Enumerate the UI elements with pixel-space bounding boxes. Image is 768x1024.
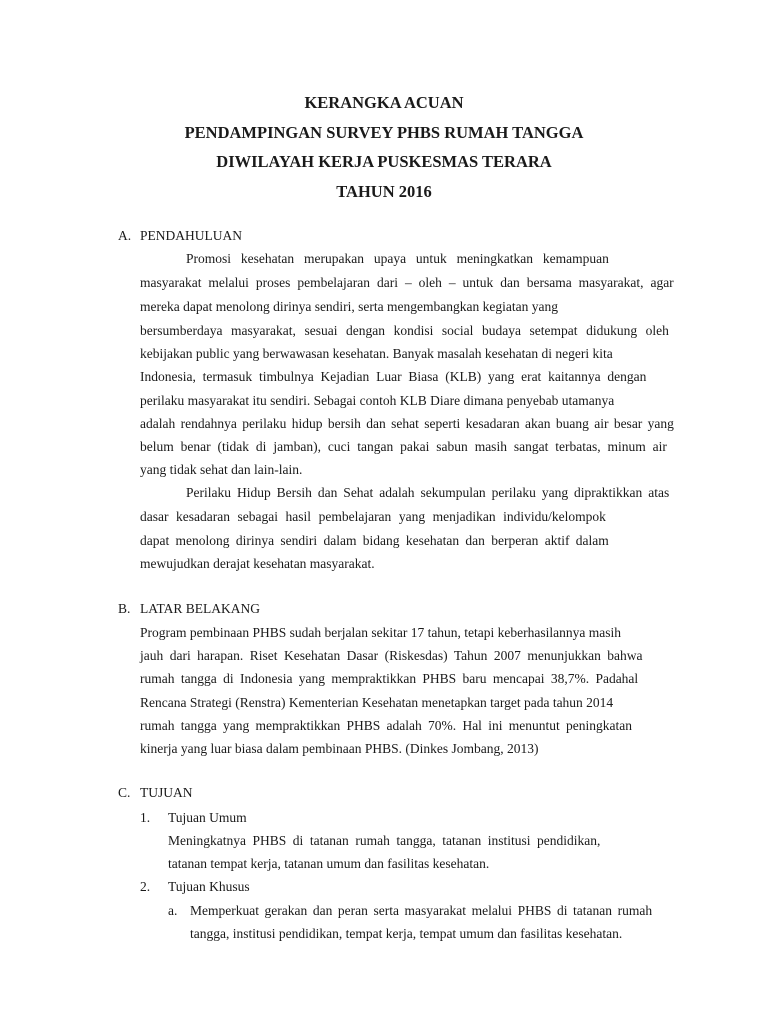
section-b-p1-line-6: kinerja yang luar biasa dalam pembinaan PHBS. (Dinkes Jombang, 2013) [140, 741, 539, 756]
section-b-letter: B. [118, 601, 131, 616]
title-line-2: PENDAMPINGAN SURVEY PHBS RUMAH TANGGA [184, 122, 584, 142]
section-a-letter: A. [118, 228, 132, 243]
title-line-3: DIWILAYAH KERJA PUSKESMAS TERARA [216, 152, 552, 171]
section-a-p1-line-9: belum benar (tidak di jamban), cuci tangan pakai sabun masih sangat terbatas, minum air [140, 439, 667, 454]
section-a-p1-line-6: Indonesia, termasuk timbulnya Kejadian Luar Biasa (KLB) yang erat kaitannya dengan [140, 369, 647, 384]
section-b-p1-line-1: Program pembinaan PHBS sudah berjalan sekitar 17 tahun, tetapi keberhasilannya masih [140, 625, 622, 640]
tujuan-khusus-a-letter: a. [168, 903, 178, 918]
title-line-4: TAHUN 2016 [336, 181, 432, 201]
section-a-p1-line-3: mereka dapat menolong dirinya sendiri, serta mengembangkan kegiatan yang [140, 299, 558, 314]
tujuan-umum-line-1: Meningkatnya PHBS di tatanan rumah tangga, tatanan institusi pendidikan, [168, 833, 601, 848]
section-b-p1-line-3: rumah tangga di Indonesia yang mempraktikkan PHBS baru mencapai 38,7%. Padahal [140, 671, 639, 686]
section-a-p2-line-2: dasar kesadaran sebagai hasil pembelajaran yang menjadikan individu/kelompok [140, 509, 606, 524]
document-title [0, 88, 768, 206]
section-b-p1-line-5: rumah tangga yang mempraktikkan PHBS adalah 70%. Hal ini menuntut peningkatan [140, 718, 632, 733]
tujuan-khusus-a-line-2: tangga, institusi pendidikan, tempat kerja, tempat umum dan fasilitas kesehatan. [190, 926, 623, 941]
section-a-p2-line-1: Perilaku Hidup Bersih dan Sehat adalah sekumpulan perilaku yang dipraktikkan atas [186, 485, 670, 500]
tujuan-khusus-number: 2. [140, 879, 151, 894]
section-a-p1-line-1: Promosi kesehatan merupakan upaya untuk meningkatkan kemampuan [186, 251, 609, 266]
section-a-heading: PENDAHULUAN [140, 228, 242, 243]
section-a-p1-line-7: perilaku masyarakat itu sendiri. Sebagai contoh KLB Diare dimana penyebab utamanya [140, 393, 615, 408]
section-b-p1-line-2: jauh dari harapan. Riset Kesehatan Dasar (Riskesdas) Tahun 2007 menunjukkan bahwa [140, 648, 643, 663]
tujuan-khusus-a-line-1: Memperkuat gerakan dan peran serta masyarakat melalui PHBS di tatanan rumah [190, 903, 653, 918]
section-a-p1-line-4: bersumberdaya masyarakat, sesuai dengan kondisi social budaya setempat didukung oleh [140, 323, 669, 338]
tujuan-umum-label: Tujuan Umum [168, 810, 247, 825]
section-a-p1-line-2: masyarakat melalui proses pembelajaran dari – oleh – untuk dan bersama masyarakat, agar [140, 275, 674, 290]
section-a-p2-line-3: dapat menolong dirinya sendiri dalam bidang kesehatan dan berperan aktif dalam [140, 533, 609, 548]
section-c-heading: TUJUAN [140, 785, 193, 800]
section-c-letter: C. [118, 785, 131, 800]
section-a-p1-line-8: adalah rendahnya perilaku hidup bersih dan sehat seperti kesadaran akan buang air besar yang [140, 416, 674, 431]
tujuan-umum-number: 1. [140, 810, 151, 825]
section-a-p2-line-4: mewujudkan derajat kesehatan masyarakat. [140, 556, 375, 571]
section-a-p1-line-5: kebijakan public yang berwawasan kesehatan. Banyak masalah kesehatan di negeri kita [140, 346, 613, 361]
tujuan-umum-line-2: tatanan tempat kerja, tatanan umum dan fasilitas kesehatan. [168, 856, 490, 871]
section-b-p1-line-4: Rencana Strategi (Renstra) Kementerian Kesehatan menetapkan target pada tahun 2014 [140, 695, 614, 710]
section-b-heading: LATAR BELAKANG [140, 601, 261, 616]
section-a-p1-line-10: yang tidak sehat dan lain-lain. [140, 462, 303, 477]
tujuan-khusus-label: Tujuan Khusus [168, 879, 250, 894]
title-line-1: KERANGKA ACUAN [304, 93, 464, 112]
